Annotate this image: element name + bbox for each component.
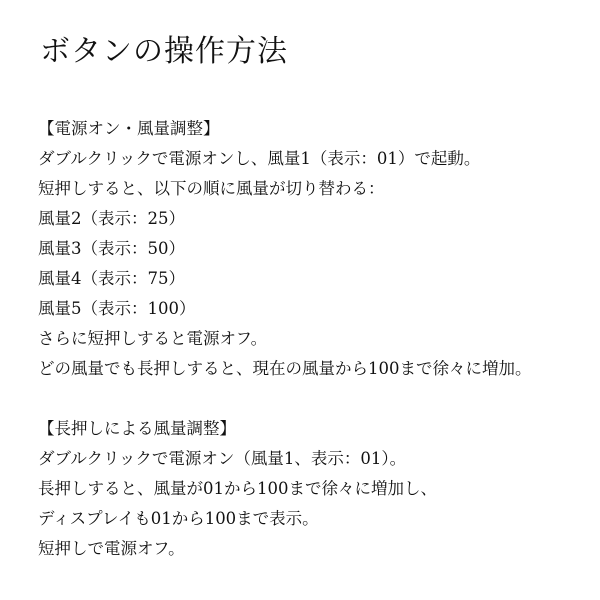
instruction-line: ダブルクリックで電源オンし、風量1（表示：01）で起動。: [38, 149, 481, 168]
section-long-press-fan-speed: [38, 414, 583, 564]
instruction-line: ディスプレイも01から100まで表示。: [38, 509, 319, 528]
instruction-line: 風量3（表示：50）: [38, 239, 185, 258]
instruction-line: 風量5（表示：100）: [38, 299, 196, 318]
page-title: ボタンの操作方法: [40, 34, 288, 69]
section-power-on-fan-speed: [38, 114, 583, 384]
section-heading: 【電源オン・風量調整】: [38, 119, 220, 138]
instruction-line: 長押しすると、風量が01から100まで徐々に増加し、: [38, 479, 437, 498]
instruction-line: さらに短押しすると電源オフ。: [38, 329, 268, 348]
section-heading: 【長押しによる風量調整】: [38, 419, 236, 438]
instruction-line: 短押しで電源オフ。: [38, 539, 185, 558]
instruction-line: ダブルクリックで電源オン（風量1、表示：01）。: [38, 449, 407, 468]
instruction-line: 短押しすると、以下の順に風量が切り替わる：: [38, 179, 385, 198]
instruction-line: 風量2（表示：25）: [38, 209, 185, 228]
instruction-line: 風量4（表示：75）: [38, 269, 185, 288]
instruction-line: どの風量でも長押しすると、現在の風量から100まで徐々に増加。: [38, 359, 532, 378]
